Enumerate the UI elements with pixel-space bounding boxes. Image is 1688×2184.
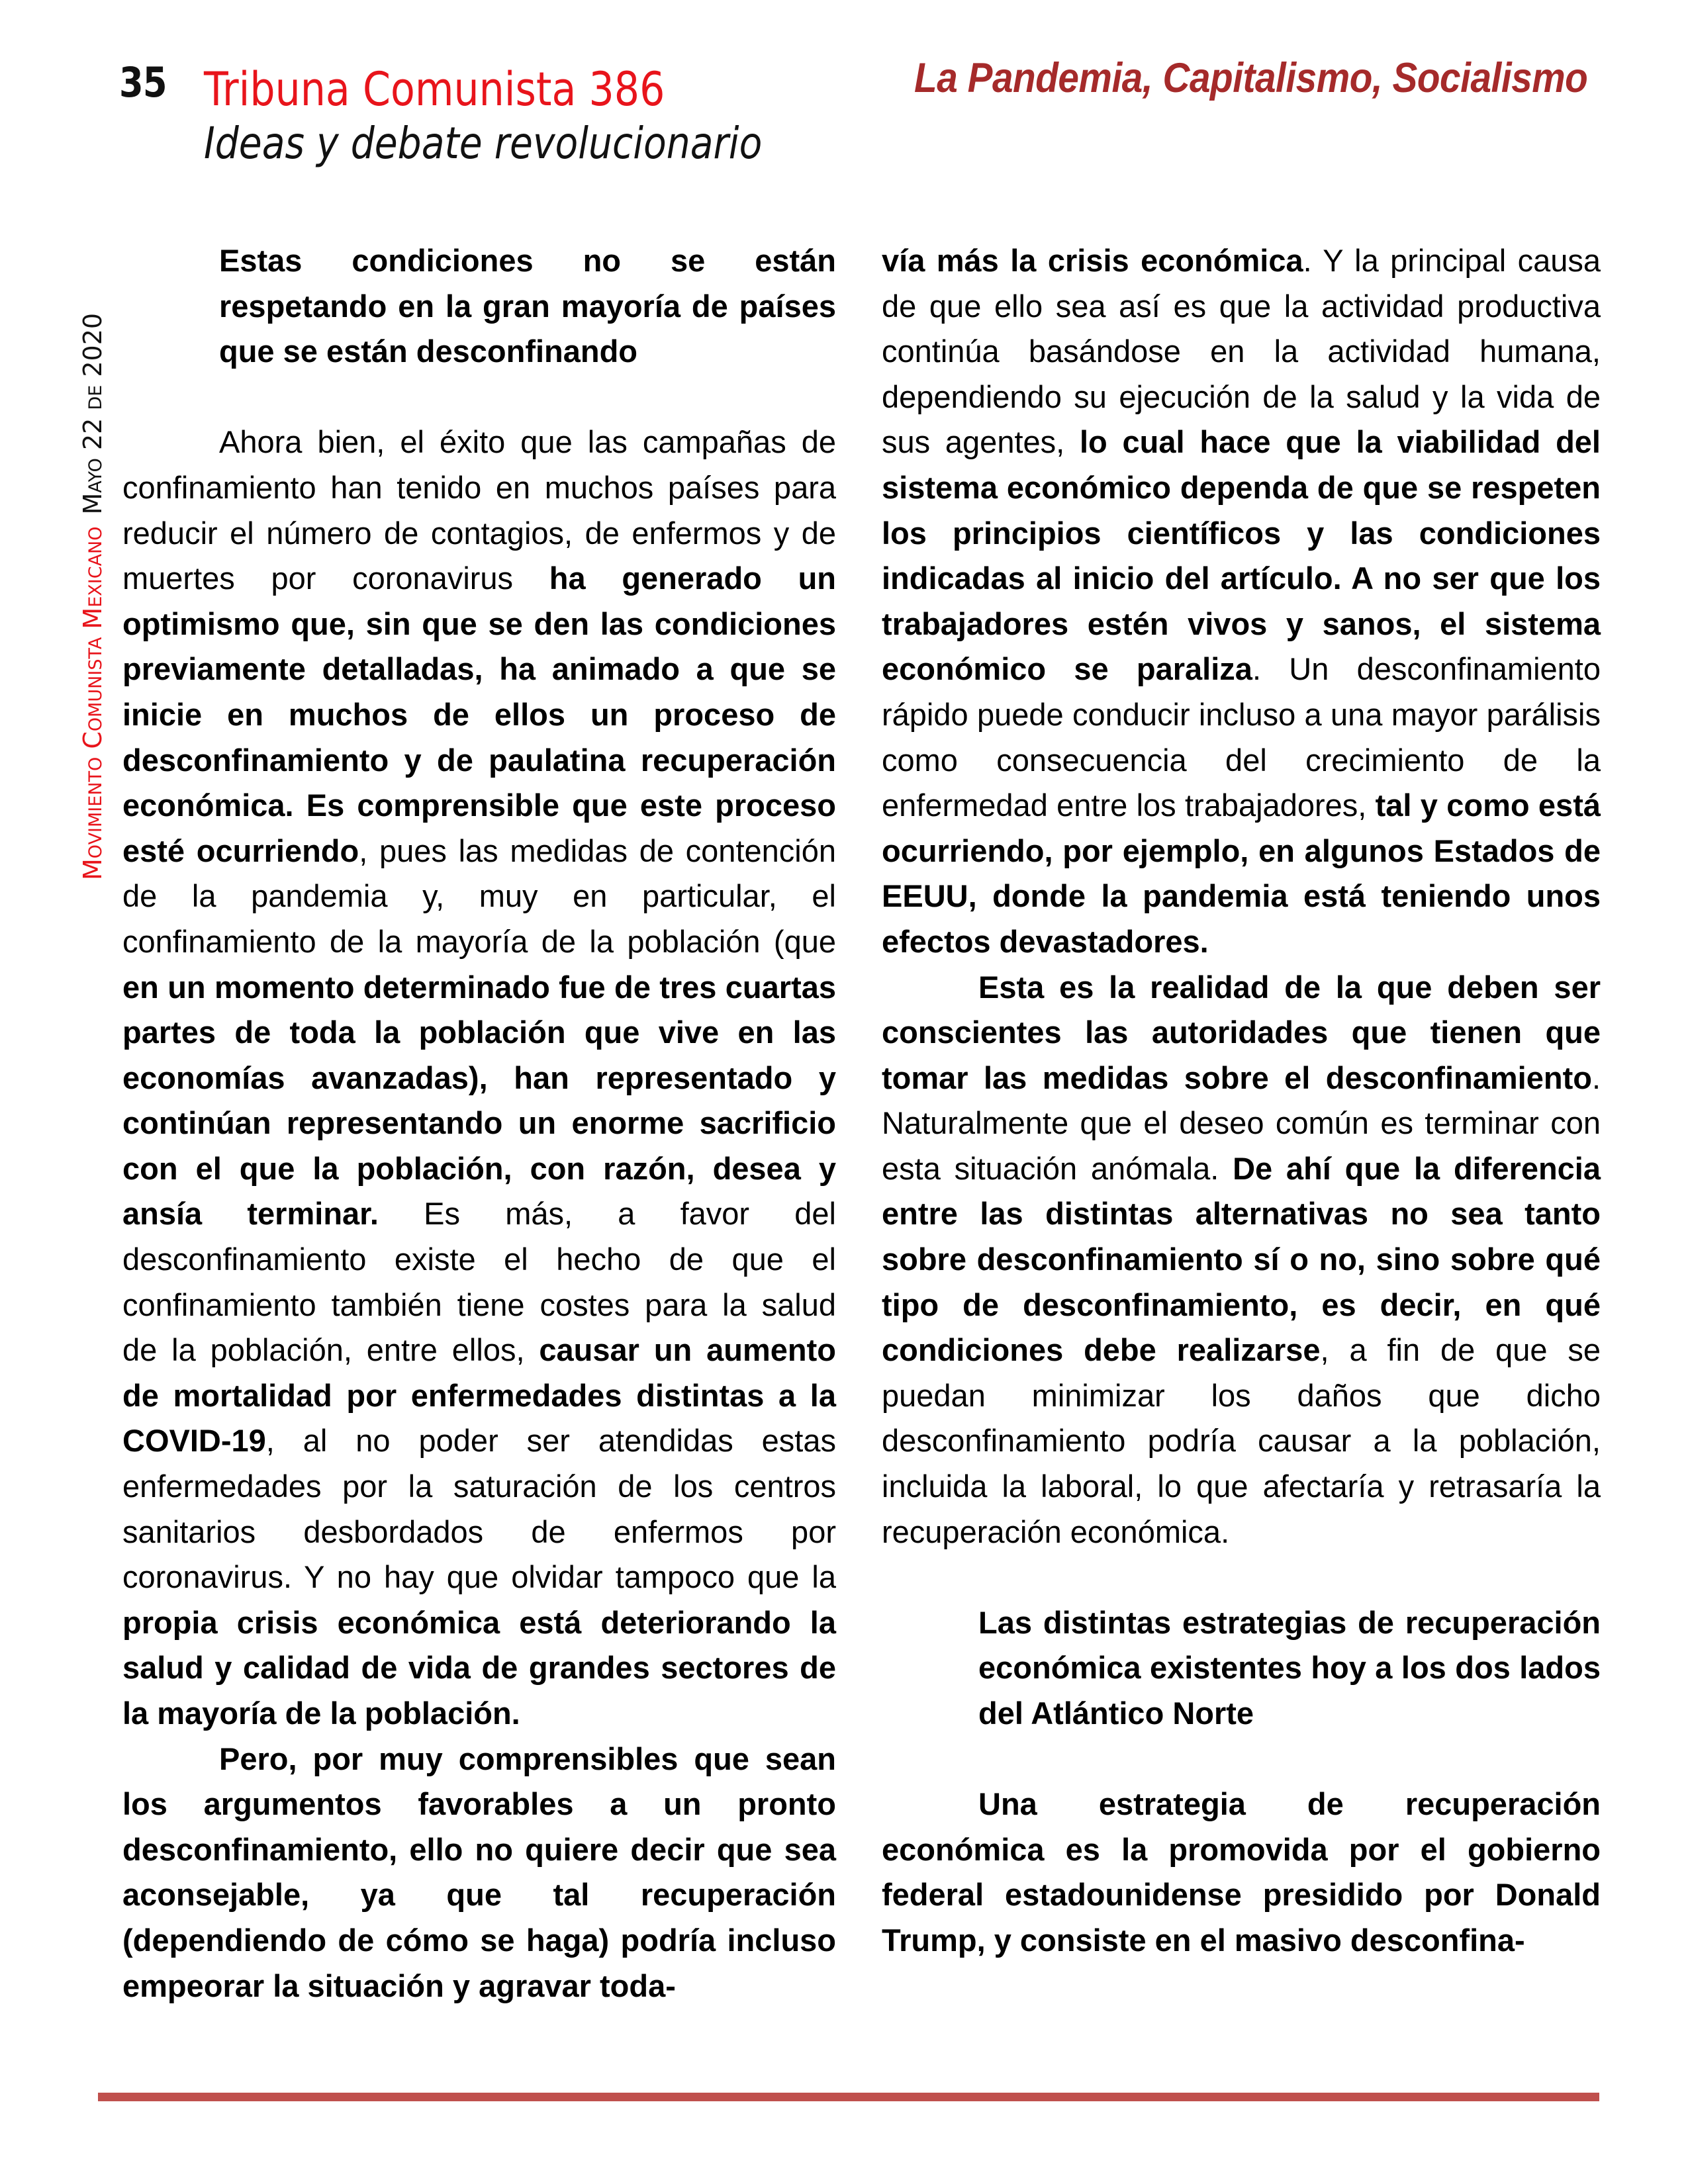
spacer [882, 1737, 1601, 1782]
footer-rule [98, 2093, 1599, 2101]
text-run: . Naturalmente que el deseo común es terminar con esta situación anómala. [882, 1060, 1601, 1186]
spacer [122, 375, 836, 420]
article-column-left [122, 238, 836, 2009]
organization-name: Movimiento Comunista Mexicano [78, 526, 107, 880]
paragraph [882, 1782, 1601, 1963]
article-column-right [882, 238, 1601, 1964]
text-run: . Un desconfinamiento rápido puede conducir incluso a una mayor parálisis como consecuencia del crecimiento de la enfermedad entre los trabajadores, [882, 651, 1601, 823]
spacer [882, 1555, 1601, 1600]
paragraph [882, 965, 1601, 1555]
bold-text-run: ha generado un optimismo que, sin que se den las condiciones previamente detalladas, ha animado a que se inicie en muchos de ellos un proceso de desconfinamiento y de paulatina recuperación económica. Es comprensible que este proceso esté ocurriendo [122, 561, 836, 868]
bold-text-run: causar un aumento de mortalidad por enfermedades distintas a la COVID-19 [122, 1332, 836, 1459]
text-run: Ahora bien, el éxito que las campañas de confinamiento han tenido en muchos países para reducir el número de contagios, de enfermos y de muertes por coronavirus [122, 424, 836, 596]
bold-text-run: vía más la crisis económica [882, 243, 1303, 278]
subheading: Las distintas estrategias de recuperación económica existentes hoy a los dos lados del Atlántico Norte [978, 1604, 1601, 1731]
paragraph [122, 420, 836, 1736]
bold-text-run: Una estrategia de recuperación económica es la promovida por el gobierno federal estadounidense presidido por Donald Trump, y consiste en el masivo desconfina- [882, 1786, 1601, 1958]
text-run: , al no poder ser atendidas estas enfermedades por la saturación de los centros sanitarios desbordados de enfermos por coronavirus. Y no hay que olvidar tampoco que la [122, 1423, 836, 1595]
bold-text-run: lo cual hace que la viabilidad del sistema económico dependa de que se respeten los principios científicos y las condiciones indicadas al inicio del artículo. A no ser que los trabajadores estén vivos y sanos, el sistema económico se paraliza [882, 424, 1601, 687]
bold-text-run: Esta es la realidad de la que deben ser conscientes las autoridades que tienen que tomar las medidas sobre el desconfinamiento [882, 969, 1601, 1095]
bold-text-run: Pero, por muy comprensibles que sean los argumentos favorables a un pronto desconfinamiento, ello no quiere decir que sea aconsejable, ya que tal recuperación (dependiendo de cómo se haga) podría incluso empeorar la situación y agravar toda- [122, 1741, 836, 2003]
text-run: . Y la principal causa de que ello sea así es que la actividad productiva continúa basándose en la actividad humana, dependiendo su ejecución de la salud y la vida de sus agentes, [882, 243, 1601, 460]
magazine-title: Tribuna Comunista 386 [204, 62, 665, 116]
issue-date: Mayo 22 de 2020 [78, 312, 107, 515]
bold-text-run: De ahí que la diferencia entre las distintas alternativas no sea tanto sobre desconfinamiento sí o no, sino sobre qué tipo de desconfinamiento, es decir, en qué condiciones debe realizarse [882, 1150, 1601, 1368]
bold-text-run: tal y como está ocurriendo, por ejemplo, en algunos Estados de EEUU, donde la pandemia está teniendo unos efectos devastadores. [882, 788, 1601, 959]
text-run: , pues las medidas de contención de la pandemia y, muy en particular, el confinamiento de la mayoría de la población (que [122, 833, 836, 959]
sidebar-vertical-label [78, 313, 107, 880]
paragraph [122, 1737, 836, 2009]
page-number: 35 [119, 58, 167, 107]
bold-text-run: propia crisis económica está deteriorando la salud y calidad de vida de grandes sectores de la mayoría de la población. [122, 1604, 836, 1731]
magazine-subtitle: Ideas y debate revolucionario [204, 118, 763, 169]
bold-text-run: en un momento determinado fue de tres cuartas partes de toda la población que vive en las economías avanzadas), han representado y continúan representando un enorme sacrificio con el que la población, con razón, desea y ansía terminar. [122, 969, 836, 1232]
text-run: Es más, a favor del desconfinamiento existe el hecho de que el confinamiento también tiene costes para la salud de la población, entre ellos, [122, 1196, 837, 1368]
text-run: , a fin de que se puedan minimizar los daños que dicho desconfinamiento podría causar a la población, incluida la laboral, lo que afectaría y retrasaría la recuperación económica. [882, 1332, 1601, 1549]
paragraph [882, 238, 1601, 965]
subheading: Estas condiciones no se están respetando en la gran mayoría de países que se están desconfinando [219, 243, 836, 369]
section-title: La Pandemia, Capitalismo, Socialismo [914, 55, 1587, 101]
